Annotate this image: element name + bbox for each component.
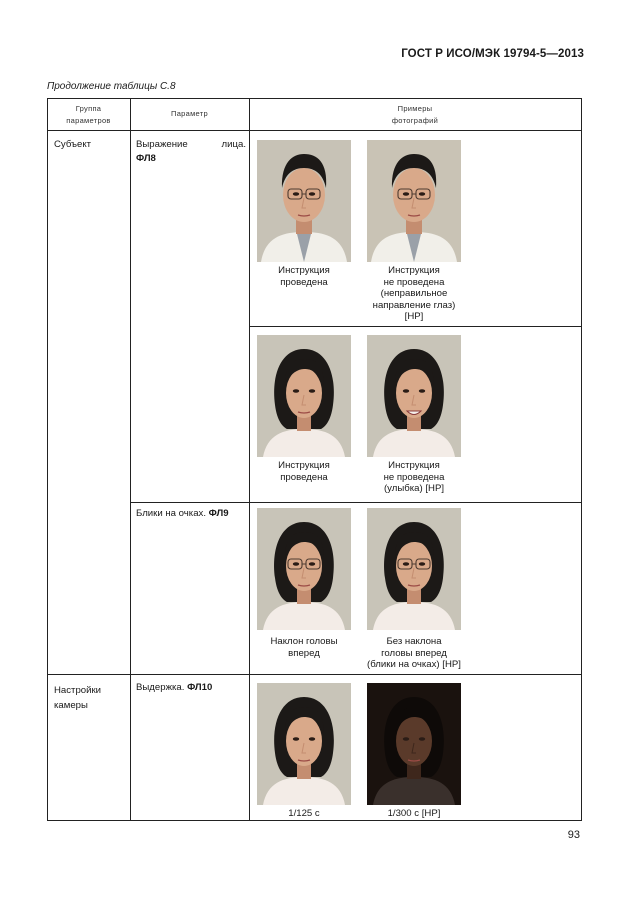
portrait-photo — [257, 508, 351, 630]
table-border-top — [47, 98, 582, 99]
photo-caption-line: не проведена — [383, 276, 445, 288]
row-divider — [130, 502, 582, 503]
photo-caption-line: (блики на очках) [НР] — [367, 659, 461, 670]
param-fl10 — [136, 681, 212, 695]
param-fl8-code: ФЛ8 — [136, 153, 156, 164]
table-border-right — [581, 98, 582, 821]
photo-caption — [354, 265, 474, 323]
header-group-line: параметров — [66, 116, 111, 125]
group-camera-line: Настройки — [54, 685, 102, 696]
standard-header: ГОСТ Р ИСО/МЭК 19794-5—2013 — [401, 48, 584, 60]
photo-caption-line: Без наклона — [386, 636, 442, 647]
header-param-text: Параметр — [171, 109, 208, 118]
row-divider — [47, 674, 582, 675]
photo-caption-line: 1/125 с — [288, 808, 320, 819]
photo-caption — [244, 460, 364, 483]
param-fl10-code: ФЛ10 — [187, 682, 213, 693]
header-examples-line: фотографий — [391, 116, 439, 125]
header-group-line: Группа — [75, 104, 102, 113]
photo-caption-line: направление глаз) — [372, 299, 456, 311]
header-group — [47, 103, 130, 127]
photo-caption-line: (неправильное — [380, 288, 448, 299]
header-examples — [249, 103, 581, 127]
photo-caption-line: Инструкция — [388, 265, 440, 276]
page-number: 93 — [567, 829, 580, 841]
photo-caption-line: Наклон головы — [270, 636, 338, 647]
portrait-photo — [367, 335, 461, 457]
table-border-bottom — [47, 820, 582, 821]
header-divider — [47, 130, 582, 131]
table-caption: Продолжение таблицы С.8 — [47, 81, 176, 92]
photo-caption-line: [НР] — [404, 311, 424, 322]
param-fl9 — [136, 507, 229, 521]
portrait-photo — [367, 140, 461, 262]
param-fl8-word: Выражение — [136, 139, 188, 150]
photo-caption-line: проведена — [280, 276, 328, 288]
param-fl8-word: лица. — [221, 139, 246, 150]
photo-caption-line: проведена — [280, 471, 328, 483]
param-fl10-text: Выдержка. — [136, 682, 185, 693]
header-examples-line: Примеры — [397, 104, 433, 113]
photo-caption — [244, 808, 364, 820]
group-camera-line: камеры — [54, 700, 88, 711]
column-divider — [130, 98, 131, 821]
portrait-photo — [257, 335, 351, 457]
photo-caption-line: 1/300 с [НР] — [387, 808, 441, 819]
header-param — [130, 108, 249, 120]
group-camera — [54, 683, 101, 713]
photo-caption-line: Инструкция — [278, 460, 330, 471]
photo-caption-line: вперед — [288, 647, 320, 659]
photo-caption — [244, 636, 364, 659]
photo-caption — [354, 808, 474, 820]
group-subject: Субъект — [54, 139, 92, 150]
param-fl9-text: Блики на очках. — [136, 508, 206, 519]
photo-caption — [354, 636, 474, 671]
photo-caption-line: не проведена — [383, 471, 445, 483]
param-fl8-line — [136, 138, 246, 152]
photo-caption-line: (улыбка) [НР] — [383, 483, 445, 494]
photo-caption-line: головы вперед — [381, 647, 447, 659]
photo-caption — [354, 460, 474, 495]
table-border-left — [47, 98, 48, 821]
param-fl9-code: ФЛ9 — [208, 508, 229, 519]
portrait-photo — [367, 508, 461, 630]
photo-caption — [244, 265, 364, 288]
row-divider — [249, 326, 582, 327]
portrait-photo — [257, 140, 351, 262]
portrait-photo — [367, 683, 461, 805]
param-fl8 — [136, 138, 246, 166]
photo-caption-line: Инструкция — [388, 460, 440, 471]
photo-caption-line: Инструкция — [278, 265, 330, 276]
portrait-photo — [257, 683, 351, 805]
